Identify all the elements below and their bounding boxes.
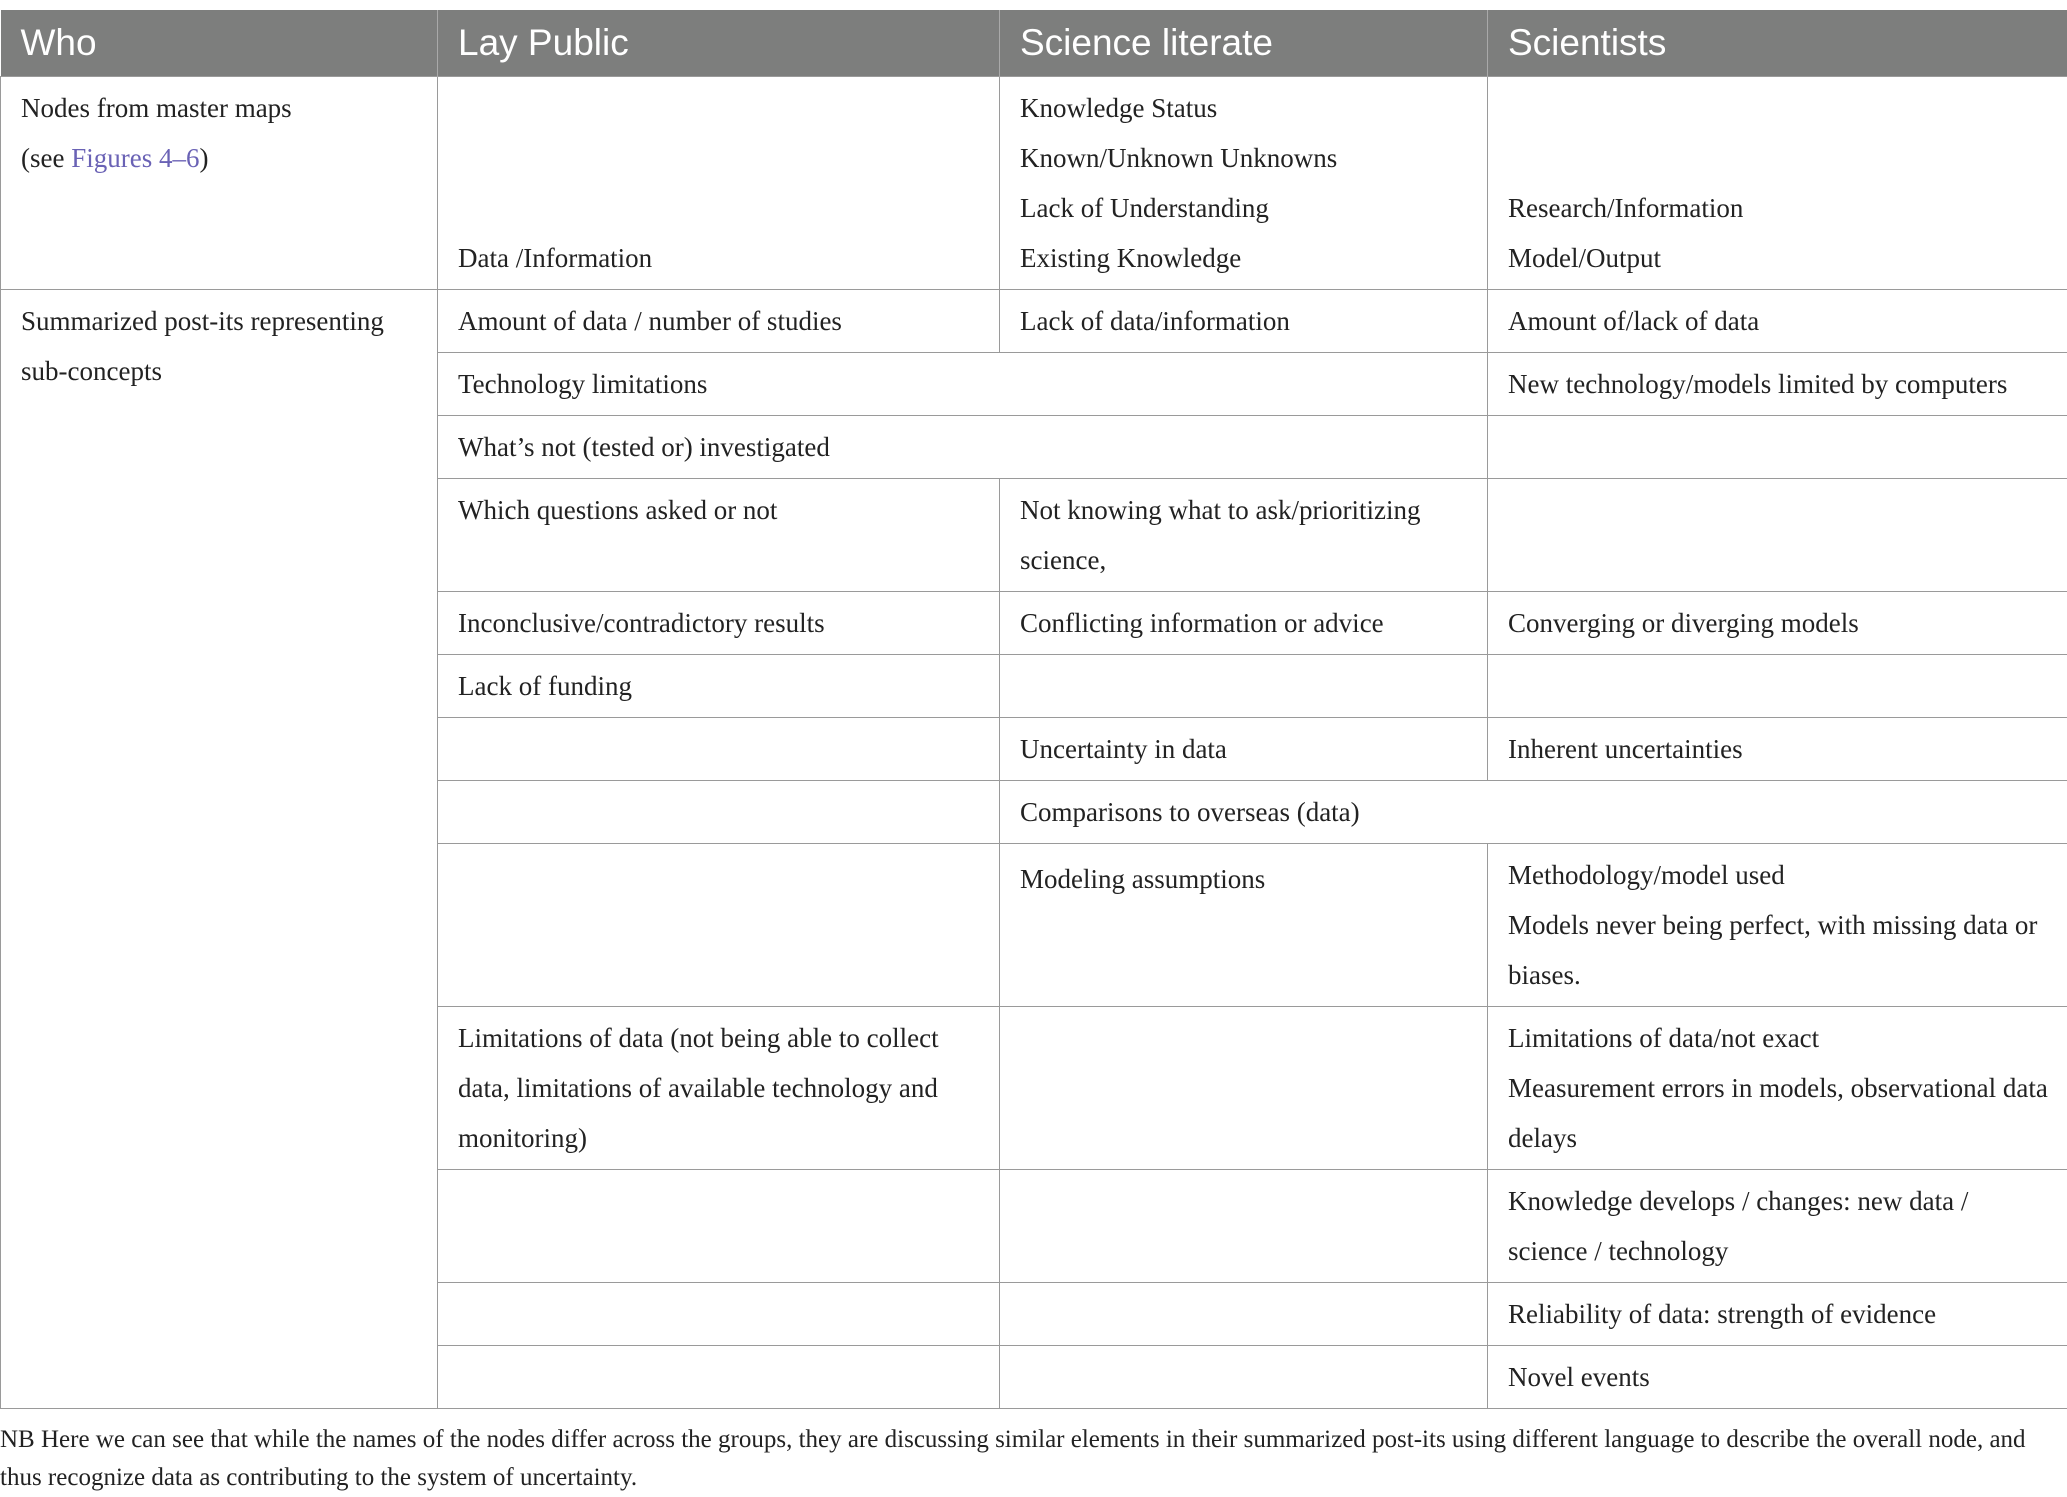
sci-lit-scientists-cell: Comparisons to overseas (data)	[1000, 781, 2067, 844]
nodes-row	[1, 77, 2067, 290]
figures-link[interactable]: Figures 4–6	[71, 143, 199, 173]
node-item: Data /Information	[458, 233, 985, 283]
lay-cell: Lack of funding	[438, 655, 1000, 718]
nodes-label-suffix: )	[199, 143, 208, 173]
header-who: Who	[1, 10, 438, 77]
summary-label-cell: Summarized post-its representing sub-concepts	[1, 290, 438, 1409]
lay-sci-lit-cell: What’s not (tested or) investigated	[438, 416, 1488, 479]
node-item: Existing Knowledge	[1020, 233, 1473, 283]
table-figure	[0, 10, 2067, 1497]
nodes-lay-cell	[438, 77, 1000, 290]
scientists-cell: Reliability of data: strength of evidence	[1488, 1283, 2067, 1346]
lay-cell	[438, 1170, 1000, 1283]
nodes-label-prefix: (see	[21, 143, 71, 173]
table-row	[1, 290, 2067, 353]
scientists-cell: Converging or diverging models	[1488, 592, 2067, 655]
lay-cell	[438, 1346, 1000, 1409]
sci-lit-cell: Conflicting information or advice	[1000, 592, 1488, 655]
lay-cell	[438, 844, 1000, 1007]
scientists-item: Measurement errors in models, observational data delays	[1508, 1063, 2053, 1163]
sci-lit-cell	[1000, 1283, 1488, 1346]
lay-cell: Which questions asked or not	[438, 479, 1000, 592]
sci-lit-cell	[1000, 655, 1488, 718]
sci-lit-cell	[1000, 1007, 1488, 1170]
lay-cell	[438, 781, 1000, 844]
scientists-item: Models never being perfect, with missing data or biases.	[1508, 900, 2053, 1000]
sci-lit-cell: Lack of data/information	[1000, 290, 1488, 353]
sci-lit-cell: Not knowing what to ask/prioritizing science,	[1000, 479, 1488, 592]
node-item: Knowledge Status	[1020, 83, 1473, 133]
node-item: Model/Output	[1508, 233, 2053, 283]
nodes-scientists-cell	[1488, 77, 2067, 290]
node-item: Lack of Understanding	[1020, 183, 1473, 233]
scientists-cell: Knowledge develops / changes: new data / science / technology	[1488, 1170, 2067, 1283]
nodes-label: Nodes from master maps	[21, 83, 423, 133]
lay-cell: Amount of data / number of studies	[438, 290, 1000, 353]
table-footnote: NB Here we can see that while the names of the nodes differ across the groups, they are discussing similar elements in their summarized post-its using different language to describe the overall node, and thus recognize data as contributing to the system of uncertainty.	[0, 1409, 2060, 1497]
sci-lit-cell	[1000, 1346, 1488, 1409]
scientists-cell: Inherent uncertainties	[1488, 718, 2067, 781]
lay-cell: Inconclusive/contradictory results	[438, 592, 1000, 655]
scientists-cell: Novel events	[1488, 1346, 2067, 1409]
lay-cell	[438, 1283, 1000, 1346]
comparison-table	[0, 10, 2067, 1409]
sci-lit-cell: Modeling assumptions	[1000, 844, 1488, 1007]
scientists-item: Methodology/model used	[1508, 850, 2053, 900]
scientists-item: Limitations of data/not exact	[1508, 1013, 2053, 1063]
scientists-cell	[1488, 1007, 2067, 1170]
scientists-cell	[1488, 844, 2067, 1007]
scientists-cell	[1488, 416, 2067, 479]
scientists-cell: Amount of/lack of data	[1488, 290, 2067, 353]
header-science-literate: Science literate	[1000, 10, 1488, 77]
nodes-label-cell	[1, 77, 438, 290]
scientists-cell: New technology/models limited by computers	[1488, 353, 2067, 416]
header-scientists: Scientists	[1488, 10, 2067, 77]
lay-cell: Limitations of data (not being able to collect data, limitations of available technology and monitoring)	[438, 1007, 1000, 1170]
sci-lit-cell	[1000, 1170, 1488, 1283]
node-item: Research/Information	[1508, 183, 2053, 233]
nodes-sci-lit-cell	[1000, 77, 1488, 290]
scientists-cell	[1488, 655, 2067, 718]
lay-cell	[438, 718, 1000, 781]
table-header-row	[1, 10, 2067, 77]
sci-lit-cell: Uncertainty in data	[1000, 718, 1488, 781]
header-lay-public: Lay Public	[438, 10, 1000, 77]
node-item: Known/Unknown Unknowns	[1020, 133, 1473, 183]
scientists-cell	[1488, 479, 2067, 592]
lay-sci-lit-cell: Technology limitations	[438, 353, 1488, 416]
